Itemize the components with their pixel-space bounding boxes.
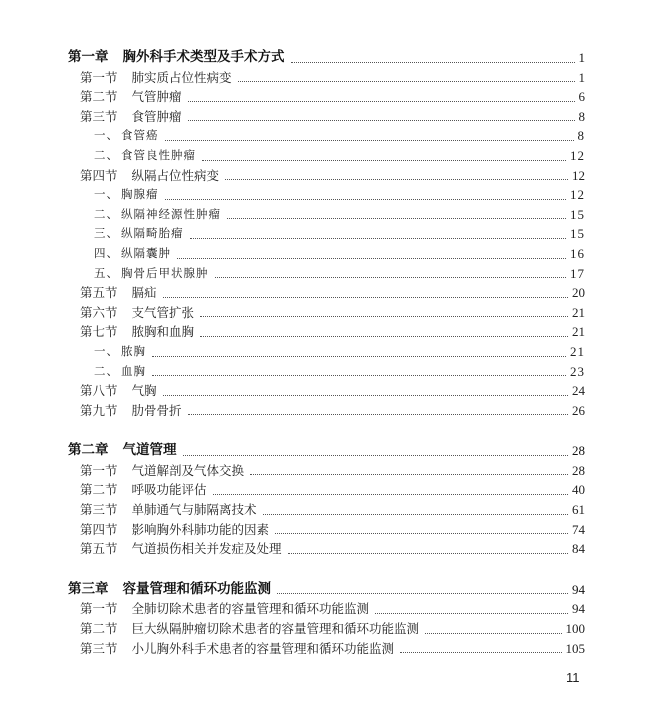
toc-section-entry[interactable] xyxy=(68,639,585,659)
dot-leader xyxy=(165,199,567,200)
dot-leader xyxy=(202,160,566,161)
entry-number: 第六节 xyxy=(80,304,118,320)
entry-title: 气道损伤相关并发症及处理 xyxy=(131,541,282,557)
entry-number: 第一节 xyxy=(80,462,118,478)
dot-leader xyxy=(238,81,575,82)
toc-chapter-entry[interactable] xyxy=(68,48,585,68)
entry-number: 五、 xyxy=(94,265,119,280)
dot-leader xyxy=(291,62,575,63)
entry-number: 第七节 xyxy=(80,324,118,340)
toc-section-entry[interactable] xyxy=(68,303,585,323)
entry-number: 第二章 xyxy=(68,442,109,459)
dot-leader xyxy=(152,356,566,357)
toc-section-entry[interactable] xyxy=(68,461,585,481)
entry-title: 巨大纵隔肿瘤切除术患者的容量管理和循环功能监测 xyxy=(131,621,420,637)
toc-section-entry[interactable] xyxy=(68,599,585,619)
entry-number: 第二节 xyxy=(80,621,118,637)
entry-page: 94 xyxy=(572,581,585,597)
entry-page: 1 xyxy=(578,69,585,85)
entry-title: 胸外科手术类型及手术方式 xyxy=(122,49,285,65)
entry-number: 第一节 xyxy=(80,601,118,617)
toc-subsection-entry[interactable] xyxy=(68,342,585,362)
entry-page: 74 xyxy=(572,521,585,537)
entry-title: 食管癌 xyxy=(121,128,159,143)
entry-number: 第八节 xyxy=(80,383,118,399)
entry-number: 第四节 xyxy=(80,521,118,537)
dot-leader xyxy=(275,533,568,534)
entry-page: 94 xyxy=(572,601,585,617)
entry-title: 纵隔占位性病变 xyxy=(131,167,220,183)
entry-title: 脓胸 xyxy=(121,343,146,358)
entry-number: 第三节 xyxy=(80,108,118,124)
entry-title: 食管肿瘤 xyxy=(131,108,182,124)
entry-page: 21 xyxy=(572,324,585,340)
entry-number: 第一章 xyxy=(68,49,109,65)
entry-title: 肋骨骨折 xyxy=(131,402,182,418)
toc-section-entry[interactable] xyxy=(68,283,585,303)
entry-number: 二、 xyxy=(94,147,119,162)
dot-leader xyxy=(277,593,568,594)
entry-title: 胸骨后甲状腺肿 xyxy=(121,265,209,280)
entry-number: 二、 xyxy=(94,363,119,378)
entry-page: 16 xyxy=(570,245,585,261)
toc-section-entry[interactable] xyxy=(68,401,585,421)
toc-subsection-entry[interactable] xyxy=(68,362,585,382)
dot-leader xyxy=(188,101,575,102)
entry-page: 1 xyxy=(578,50,585,65)
entry-title: 胸腺瘤 xyxy=(121,187,159,202)
toc-chapter-entry[interactable] xyxy=(68,580,585,600)
toc-section-entry[interactable] xyxy=(68,520,585,540)
entry-page: 21 xyxy=(570,343,585,359)
entry-number: 一、 xyxy=(94,343,119,358)
dot-leader xyxy=(200,336,568,337)
entry-title: 食管良性肿瘤 xyxy=(121,147,196,162)
dot-leader xyxy=(263,514,568,515)
dot-leader xyxy=(177,258,566,259)
entry-title: 容量管理和循环功能监测 xyxy=(122,580,271,597)
toc-section-entry[interactable] xyxy=(68,107,585,127)
entry-page: 6 xyxy=(578,89,585,105)
toc-subsection-entry[interactable] xyxy=(68,244,585,264)
entry-title: 支气管扩张 xyxy=(131,304,195,320)
entry-page: 105 xyxy=(565,640,585,656)
toc-section-entry[interactable] xyxy=(68,500,585,520)
dot-leader xyxy=(227,218,566,219)
entry-page: 8 xyxy=(577,128,585,144)
entry-number: 三、 xyxy=(94,226,119,241)
toc-subsection-entry[interactable] xyxy=(68,146,585,166)
dot-leader xyxy=(165,140,574,141)
entry-number: 第五节 xyxy=(80,541,118,557)
page-number: 11 xyxy=(566,670,580,685)
entry-page: 40 xyxy=(572,482,585,498)
entry-page: 20 xyxy=(572,285,585,301)
toc-section-entry[interactable] xyxy=(68,166,585,186)
entry-page: 100 xyxy=(565,621,585,637)
dot-leader xyxy=(188,414,568,415)
dot-leader xyxy=(190,238,567,239)
toc-subsection-entry[interactable] xyxy=(68,224,585,244)
toc-subsection-entry[interactable] xyxy=(68,185,585,205)
entry-number: 一、 xyxy=(94,187,119,202)
entry-number: 第五节 xyxy=(80,285,118,301)
toc-chapter-entry[interactable] xyxy=(68,441,585,461)
entry-number: 第四节 xyxy=(80,167,118,183)
dot-leader xyxy=(200,316,568,317)
entry-page: 12 xyxy=(572,167,585,183)
dot-leader xyxy=(375,613,568,614)
toc-section-entry[interactable] xyxy=(68,381,585,401)
entry-page: 61 xyxy=(572,502,585,518)
entry-number: 第九节 xyxy=(80,402,118,418)
toc-section-entry[interactable] xyxy=(68,322,585,342)
entry-title: 全肺切除术患者的容量管理和循环功能监测 xyxy=(131,601,370,617)
entry-title: 气道解剖及气体交换 xyxy=(131,462,245,478)
toc-subsection-entry[interactable] xyxy=(68,264,585,284)
dot-leader xyxy=(213,494,568,495)
entry-page: 23 xyxy=(570,363,585,379)
toc-section-entry[interactable] xyxy=(68,68,585,88)
entry-number: 第一节 xyxy=(80,69,118,85)
entry-page: 17 xyxy=(570,265,585,281)
toc-subsection-entry[interactable] xyxy=(68,126,585,146)
entry-title: 膈疝 xyxy=(131,285,157,301)
entry-number: 第三节 xyxy=(80,640,118,656)
dot-leader xyxy=(250,474,568,475)
entry-title: 血胸 xyxy=(121,363,146,378)
toc-section-entry[interactable] xyxy=(68,619,585,639)
toc-section-entry[interactable] xyxy=(68,480,585,500)
entry-number: 第二节 xyxy=(80,89,118,105)
entry-page: 26 xyxy=(572,402,585,418)
entry-title: 气管肿瘤 xyxy=(131,89,182,105)
entry-page: 84 xyxy=(572,541,585,557)
dot-leader xyxy=(425,633,561,634)
entry-title: 单肺通气与肺隔离技术 xyxy=(131,502,257,518)
entry-number: 第三章 xyxy=(68,580,109,597)
entry-title: 纵隔囊肿 xyxy=(121,245,171,260)
entry-title: 纵隔神经源性肿瘤 xyxy=(121,206,221,221)
entry-number: 二、 xyxy=(94,206,119,221)
dot-leader xyxy=(183,455,569,456)
dot-leader xyxy=(163,297,568,298)
entry-title: 气道管理 xyxy=(122,442,177,459)
dot-leader xyxy=(288,553,568,554)
dot-leader xyxy=(215,277,567,278)
entry-page: 15 xyxy=(570,226,585,242)
entry-title: 纵隔畸胎瘤 xyxy=(121,226,184,241)
entry-page: 24 xyxy=(572,383,585,399)
entry-page: 28 xyxy=(572,462,585,478)
entry-page: 12 xyxy=(570,187,585,203)
entry-number: 第二节 xyxy=(80,482,118,498)
dot-leader xyxy=(152,375,566,376)
entry-title: 脓胸和血胸 xyxy=(131,324,195,340)
entry-page: 8 xyxy=(578,108,585,124)
entry-title: 气胸 xyxy=(131,383,157,399)
toc-subsection-entry[interactable] xyxy=(68,205,585,225)
entry-title: 影响胸外科肺功能的因素 xyxy=(131,521,270,537)
toc-section-entry[interactable] xyxy=(68,87,585,107)
entry-number: 一、 xyxy=(94,128,119,143)
dot-leader xyxy=(400,652,561,653)
entry-page: 12 xyxy=(570,147,585,163)
entry-title: 小儿胸外科手术患者的容量管理和循环功能监测 xyxy=(131,640,395,656)
table-of-contents xyxy=(68,48,585,658)
entry-title: 肺实质占位性病变 xyxy=(131,69,232,85)
dot-leader xyxy=(225,179,568,180)
entry-page: 15 xyxy=(570,206,585,222)
dot-leader xyxy=(163,395,568,396)
entry-number: 四、 xyxy=(94,245,119,260)
toc-section-entry[interactable] xyxy=(68,539,585,559)
dot-leader xyxy=(188,120,575,121)
entry-title: 呼吸功能评估 xyxy=(131,482,207,498)
entry-page: 28 xyxy=(572,443,585,459)
entry-number: 第三节 xyxy=(80,502,118,518)
entry-page: 21 xyxy=(572,304,585,320)
